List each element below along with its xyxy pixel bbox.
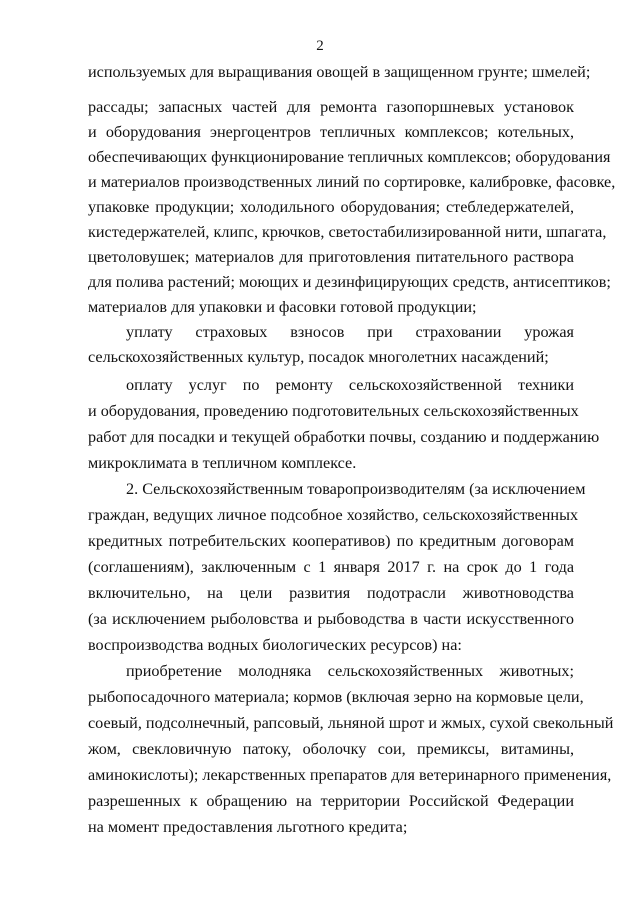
text-line: (соглашениям), заключенным с 1 января 2017 г. на срок до 1 года <box>88 558 574 576</box>
text-line: обеспечивающих функционирование тепличных комплексов; оборудования <box>88 148 611 166</box>
text-line: материалов для упаковки и фасовки готовой продукции; <box>88 298 477 316</box>
text-line: сельскохозяйственных культур, посадок многолетних насаждений; <box>88 348 549 366</box>
text-line: аминокислоты); лекарственных препаратов для ветеринарного применения, <box>88 766 612 784</box>
text-line: упаковке продукции; холодильного оборудования; стебледержателей, <box>88 198 574 216</box>
text-line: и материалов производственных линий по сортировке, калибровке, фасовке, <box>88 173 616 191</box>
text-line: жом, свекловичную патоку, оболочку сои, премиксы, витамины, <box>88 740 574 758</box>
text-line: микроклимата в тепличном комплексе. <box>88 454 357 472</box>
text-line: соевый, подсолнечный, рапсовый, льняной шрот и жмых, сухой свекольный <box>88 714 614 732</box>
text-line: для полива растений; моющих и дезинфицирующих средств, антисептиков; <box>88 273 611 291</box>
text-line: граждан, ведущих личное подсобное хозяйство, сельскохозяйственных <box>88 506 579 524</box>
text-line: кистедержателей, клипс, крючков, светостабилизированной нити, шпагата, <box>88 223 607 241</box>
paragraph-start-line: приобретение молодняка сельскохозяйственных животных; <box>126 662 574 680</box>
text-line: кредитных потребительских кооперативов) по кредитным договорам <box>88 532 574 550</box>
text-line: воспроизводства водных биологических ресурсов) на: <box>88 636 462 654</box>
text-line: разрешенных к обращению на территории Российской Федерации <box>88 792 574 810</box>
paragraph-start-line: уплату страховых взносов при страховании урожая <box>126 323 574 341</box>
text-line: рыбопосадочного материала; кормов (включая зерно на кормовые цели, <box>88 688 584 706</box>
paragraph-start-line: 2. Сельскохозяйственным товаропроизводителям (за исключением <box>126 480 586 498</box>
text-line: и оборудования энергоцентров тепличных комплексов; котельных, <box>88 123 574 141</box>
text-line: на момент предоставления льготного кредита; <box>88 818 408 836</box>
text-line: (за исключением рыболовства и рыбоводства в части искусственного <box>88 610 574 628</box>
text-line: работ для посадки и текущей обработки почвы, созданию и поддержанию <box>88 428 600 446</box>
text-line: цветоловушек; материалов для приготовления питательного раствора <box>88 248 574 266</box>
text-line: включительно, на цели развития подотрасли животноводства <box>88 584 574 602</box>
text-line: рассады; запасных частей для ремонта газопоршневых установок <box>88 98 574 116</box>
page-number: 2 <box>316 38 324 54</box>
paragraph-start-line: оплату услуг по ремонту сельскохозяйственной техники <box>126 376 574 394</box>
text-line: используемых для выращивания овощей в защищенном грунте; шмелей; <box>88 63 591 81</box>
text-line: и оборудования, проведению подготовительных сельскохозяйственных <box>88 402 579 420</box>
